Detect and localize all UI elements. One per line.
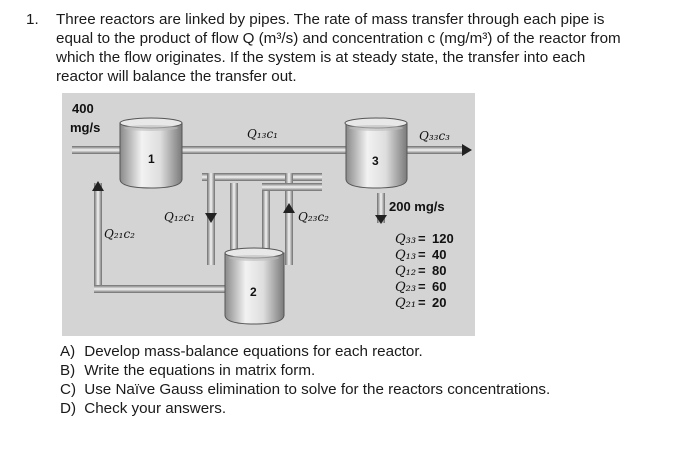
flow-values-list	[395, 231, 454, 311]
question-letter: B)	[60, 362, 76, 379]
inflow-3-label: 200 mg/s	[389, 199, 445, 214]
question-text: Use Naïve Gauss elimination to solve for the reactors concentrations.	[84, 381, 551, 398]
pipe-label-q33: Q₃₃c₃	[419, 129, 450, 143]
question-item	[60, 380, 550, 399]
outflow-arrow	[462, 144, 472, 156]
reactor-3-label: 3	[372, 154, 379, 168]
arrow-1-to-2	[205, 213, 217, 223]
reactor-diagram-svg	[62, 93, 475, 336]
flow-value: 20	[432, 295, 447, 310]
question-item	[60, 399, 550, 418]
arrow-2-to-3	[283, 203, 295, 213]
question-letter: C)	[60, 381, 77, 398]
pipe-label-q12: Q₁₂c₁	[164, 210, 195, 224]
flow-equals: =	[418, 231, 426, 246]
problem-text	[56, 10, 696, 86]
reactor-1-label: 1	[148, 152, 155, 166]
question-item	[60, 342, 550, 361]
flow-name: Q₁₃	[395, 248, 417, 263]
outflow-pipe-3	[407, 146, 462, 154]
flow-name: Q₁₂	[395, 264, 417, 279]
arrow-2-to-1	[92, 181, 104, 191]
flow-name: Q₂₃	[395, 280, 417, 295]
flow-equals: =	[418, 295, 426, 310]
problem-line: equal to the product of flow Q (m³/s) and concentration c (mg/m³) of the reactor from	[56, 30, 621, 47]
problem-line: which the flow originates. If the system is at steady state, the transfer into each	[56, 49, 586, 66]
flow-equals: =	[418, 247, 426, 262]
reactor-3-tank	[345, 118, 407, 188]
flow-value: 40	[432, 247, 447, 262]
flow-name: Q₃₃	[395, 232, 417, 247]
question-letter: A)	[60, 343, 76, 360]
pipe-label-q21: Q₂₁c₂	[104, 227, 135, 241]
question-text: Write the equations in matrix form.	[84, 362, 316, 379]
pipe-label-q23: Q₂₃c₂	[298, 210, 329, 224]
questions-list	[60, 342, 550, 418]
pipe-2-to-1-left	[94, 183, 102, 291]
flow-equals: =	[418, 263, 426, 278]
pipe-label-q13: Q₁₃c₁	[247, 127, 278, 141]
question-item	[60, 361, 550, 380]
problem-line: reactor will balance the transfer out.	[56, 68, 297, 85]
question-text: Check your answers.	[84, 400, 227, 417]
flow-value: 60	[432, 279, 447, 294]
problem-number: 1.	[26, 11, 39, 28]
flow-equals: =	[418, 279, 426, 294]
question-text: Develop mass-balance equations for each reactor.	[84, 343, 423, 360]
inflow-1-value: 400	[72, 101, 94, 116]
inflow-1-unit: mg/s	[70, 120, 101, 135]
inflow-arrow-3	[375, 215, 387, 224]
flow-name: Q₂₁	[395, 296, 417, 311]
pipe-inner-cross	[262, 183, 322, 191]
reactor-2-label: 2	[250, 285, 257, 299]
flow-value: 120	[432, 231, 454, 246]
pipe-1-to-3	[182, 146, 357, 154]
problem-line: Three reactors are linked by pipes. The rate of mass transfer through each pipe is	[56, 11, 605, 28]
flow-value: 80	[432, 263, 447, 278]
reactor-diagram	[62, 93, 475, 336]
question-letter: D)	[60, 400, 77, 417]
pipe-upper-cross	[202, 173, 322, 181]
